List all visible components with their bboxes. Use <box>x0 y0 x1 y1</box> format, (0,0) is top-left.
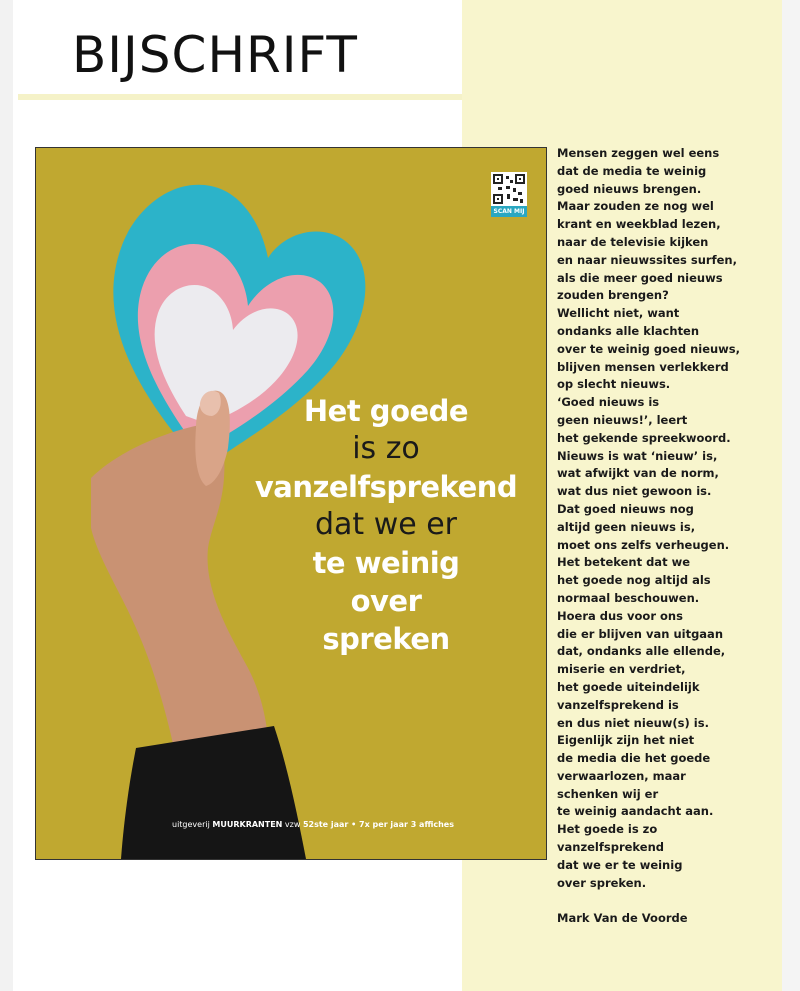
headline-line: vanzelfsprekend <box>254 470 518 504</box>
article-line: vanzelfsprekend is <box>557 697 679 712</box>
article-line: die er blijven van uitgaan <box>557 626 724 641</box>
poster-headline <box>236 392 536 658</box>
headline-line: over <box>350 584 422 618</box>
left-margin <box>0 0 13 991</box>
article-line: dat de media te weinig <box>557 163 707 178</box>
article-line: Hoera dus voor ons <box>557 608 683 623</box>
qr-code-icon <box>493 174 525 204</box>
article-line: moet ons zelfs verheugen. <box>557 537 730 552</box>
headline-line: te weinig <box>312 546 460 580</box>
article-line: Het betekent dat we <box>557 555 690 570</box>
page-title: BIJSCHRIFT <box>72 26 358 84</box>
article-line: de media die het goede <box>557 751 711 766</box>
qr-scan-label: SCAN MIJ <box>491 206 527 217</box>
article-line: zouden brengen? <box>557 288 669 303</box>
article-line: wat afwijkt van de norm, <box>557 466 719 481</box>
headline-line: is zo <box>352 431 420 466</box>
article-line: en naar nieuwssites surfen, <box>557 252 737 267</box>
article-line: Eigenlijk zijn het niet <box>557 733 695 748</box>
headline-line: spreken <box>322 622 450 656</box>
footer-details: 52ste jaar • 7x per jaar 3 affiches <box>302 820 454 829</box>
article-body <box>557 145 777 892</box>
poster-footer <box>172 820 454 829</box>
article-line: goed nieuws brengen. <box>557 181 702 196</box>
article-line: schenken wij er <box>557 786 659 801</box>
headline-line: dat we er <box>314 507 458 542</box>
right-margin <box>782 0 800 991</box>
article-line: geen nieuws!’, leert <box>557 412 688 427</box>
article-line: Nieuws is wat ‘nieuw’ is, <box>557 448 718 463</box>
headline-line: Het goede <box>303 394 469 428</box>
footer-suffix: vzw <box>284 820 301 829</box>
footer-brand: MUURKRANTEN <box>212 820 283 829</box>
article-line: naar de televisie kijken <box>557 234 709 249</box>
article-line: het goede uiteindelijk <box>557 679 700 694</box>
title-underline <box>18 94 462 100</box>
article-line: altijd geen nieuws is, <box>557 519 696 534</box>
article-line: over spreken. <box>557 875 647 890</box>
article-line: Het goede is zo <box>557 822 658 837</box>
article-line: vanzelfsprekend <box>557 840 664 855</box>
article-author: Mark Van de Voorde <box>557 911 688 925</box>
article-line: wat dus niet gewoon is. <box>557 484 712 499</box>
article-line: Maar zouden ze nog wel <box>557 199 714 214</box>
article-line: over te weinig goed nieuws, <box>557 341 741 356</box>
article-line: krant en weekblad lezen, <box>557 217 721 232</box>
article-line: als die meer goed nieuws <box>557 270 723 285</box>
article-line: blijven mensen verlekkerd <box>557 359 729 374</box>
sleeve <box>121 726 306 859</box>
article-line: te weinig aandacht aan. <box>557 804 714 819</box>
article-line: het gekende spreekwoord. <box>557 430 731 445</box>
article-line: ondanks alle klachten <box>557 323 700 338</box>
article-line: ‘Goed nieuws is <box>557 395 660 410</box>
footer-publisher: uitgeverij <box>172 820 210 829</box>
article-line: normaal beschouwen. <box>557 590 700 605</box>
article-line: miserie en verdriet, <box>557 662 686 677</box>
article-line: op slecht nieuws. <box>557 377 671 392</box>
article-line: Wellicht niet, want <box>557 306 680 321</box>
article-line: verwaarlozen, maar <box>557 768 686 783</box>
poster <box>35 147 547 860</box>
article-line: Mensen zeggen wel eens <box>557 146 720 160</box>
article-line: Dat goed nieuws nog <box>557 501 694 516</box>
article-line: en dus niet nieuw(s) is. <box>557 715 709 730</box>
article-line: dat we er te weinig <box>557 857 683 872</box>
article-line: het goede nog altijd als <box>557 573 711 588</box>
article-line: dat, ondanks alle ellende, <box>557 644 726 659</box>
